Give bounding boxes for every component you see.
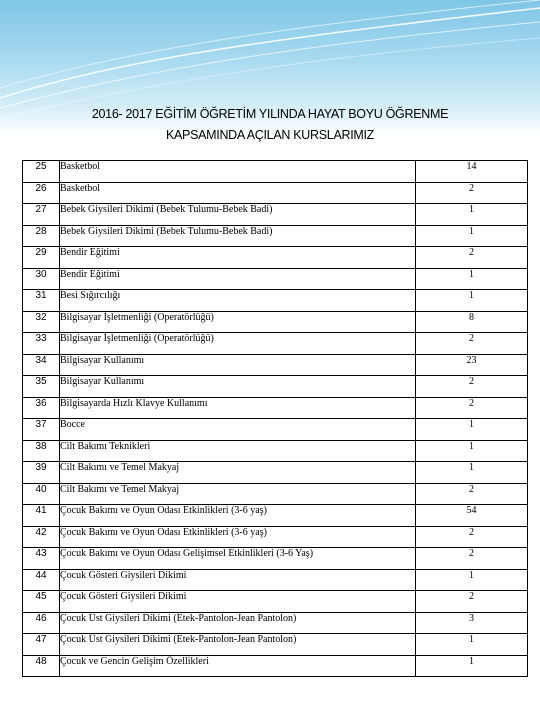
- course-name: Bebek Giysileri Dikimi (Bebek Tulumu-Bebek Badi): [60, 204, 416, 226]
- row-number: 28: [23, 225, 60, 247]
- course-name: Çocuk ve Gencin Gelişim Özellikleri: [60, 655, 416, 677]
- course-count: 14: [416, 161, 528, 183]
- table-row: [23, 483, 528, 505]
- table-row: [23, 526, 528, 548]
- course-count: 1: [416, 419, 528, 441]
- row-number: 30: [23, 268, 60, 290]
- course-name: Cilt Bakımı ve Temel Makyaj: [60, 462, 416, 484]
- course-name: Bilgisayar Kullanımı: [60, 376, 416, 398]
- course-name: Çocuk Bakımı ve Oyun Odası Etkinlikleri (3-6 yaş): [60, 526, 416, 548]
- table-row: [23, 634, 528, 656]
- row-number: 44: [23, 569, 60, 591]
- table-row: [23, 354, 528, 376]
- course-count: 8: [416, 311, 528, 333]
- course-count: 2: [416, 397, 528, 419]
- row-number: 47: [23, 634, 60, 656]
- course-count: 1: [416, 440, 528, 462]
- course-count: 3: [416, 612, 528, 634]
- course-name: Bendir Eğitimi: [60, 268, 416, 290]
- course-name: Bilgisayar İşletmenliği (Operatörlüğü): [60, 333, 416, 355]
- course-count: 54: [416, 505, 528, 527]
- row-number: 37: [23, 419, 60, 441]
- course-name: Bilgisayar İşletmenliği (Operatörlüğü): [60, 311, 416, 333]
- course-name: Basketbol: [60, 182, 416, 204]
- course-count: 2: [416, 591, 528, 613]
- row-number: 39: [23, 462, 60, 484]
- table-row: [23, 268, 528, 290]
- title-line-2: KAPSAMINDA AÇILAN KURSLARIMIZ: [165, 128, 375, 142]
- course-name: Çocuk Üst Giysileri Dikimi (Etek-Pantolon-Jean Pantolon): [60, 634, 416, 656]
- row-number: 34: [23, 354, 60, 376]
- row-number: 41: [23, 505, 60, 527]
- row-number: 25: [23, 161, 60, 183]
- table-row: [23, 247, 528, 269]
- row-number: 48: [23, 655, 60, 677]
- table-row: [23, 419, 528, 441]
- course-count: 1: [416, 204, 528, 226]
- course-count: 1: [416, 462, 528, 484]
- table-row: [23, 311, 528, 333]
- row-number: 36: [23, 397, 60, 419]
- course-count: 1: [416, 290, 528, 312]
- course-name: Çocuk Gösteri Giysileri Dikimi: [60, 569, 416, 591]
- course-count: 23: [416, 354, 528, 376]
- course-name: Bilgisayar Kullanımı: [60, 354, 416, 376]
- table-row: [23, 182, 528, 204]
- course-name: Bebek Giysileri Dikimi (Bebek Tulumu-Bebek Badi): [60, 225, 416, 247]
- table-row: [23, 655, 528, 677]
- row-number: 32: [23, 311, 60, 333]
- row-number: 33: [23, 333, 60, 355]
- table-row: [23, 397, 528, 419]
- course-name: Basketbol: [60, 161, 416, 183]
- title-line-1: 2016- 2017 EĞİTİM ÖĞRETİM YILINDA HAYAT BOYU ÖĞRENME: [91, 107, 449, 121]
- courses-table-body: [23, 161, 528, 677]
- course-count: 1: [416, 634, 528, 656]
- course-name: Çocuk Bakımı ve Oyun Odası Etkinlikleri (3-6 yaş): [60, 505, 416, 527]
- table-row: [23, 462, 528, 484]
- course-count: 2: [416, 526, 528, 548]
- table-row: [23, 591, 528, 613]
- course-name: Çocuk Bakımı ve Oyun Odası Gelişimsel Etkinlikleri (3-6 Yaş): [60, 548, 416, 570]
- row-number: 45: [23, 591, 60, 613]
- table-row: [23, 505, 528, 527]
- row-number: 31: [23, 290, 60, 312]
- course-count: 2: [416, 483, 528, 505]
- row-number: 26: [23, 182, 60, 204]
- course-count: 1: [416, 225, 528, 247]
- row-number: 38: [23, 440, 60, 462]
- course-name: Cilt Bakımı ve Temel Makyaj: [60, 483, 416, 505]
- table-row: [23, 290, 528, 312]
- row-number: 40: [23, 483, 60, 505]
- row-number: 35: [23, 376, 60, 398]
- table-row: [23, 204, 528, 226]
- course-count: 1: [416, 569, 528, 591]
- course-count: 2: [416, 247, 528, 269]
- course-name: Bocce: [60, 419, 416, 441]
- course-count: 1: [416, 655, 528, 677]
- row-number: 27: [23, 204, 60, 226]
- row-number: 43: [23, 548, 60, 570]
- table-row: [23, 225, 528, 247]
- course-name: Bilgisayarda Hızlı Klavye Kullanımı: [60, 397, 416, 419]
- course-count: 1: [416, 268, 528, 290]
- table-row: [23, 569, 528, 591]
- course-count: 2: [416, 333, 528, 355]
- row-number: 46: [23, 612, 60, 634]
- course-name: Çocuk Gösteri Giysileri Dikimi: [60, 591, 416, 613]
- page-title: [20, 104, 520, 146]
- row-number: 42: [23, 526, 60, 548]
- course-count: 2: [416, 376, 528, 398]
- courses-table: [22, 160, 528, 677]
- course-name: Çocuk Üst Giysileri Dikimi (Etek-Pantolon-Jean Pantolon): [60, 612, 416, 634]
- row-number: 29: [23, 247, 60, 269]
- table-row: [23, 440, 528, 462]
- table-row: [23, 612, 528, 634]
- course-name: Besi Sığırcılığı: [60, 290, 416, 312]
- course-count: 2: [416, 548, 528, 570]
- table-row: [23, 161, 528, 183]
- course-count: 2: [416, 182, 528, 204]
- table-row: [23, 376, 528, 398]
- course-name: Bendir Eğitimi: [60, 247, 416, 269]
- table-row: [23, 548, 528, 570]
- table-row: [23, 333, 528, 355]
- course-name: Cilt Bakımı Teknikleri: [60, 440, 416, 462]
